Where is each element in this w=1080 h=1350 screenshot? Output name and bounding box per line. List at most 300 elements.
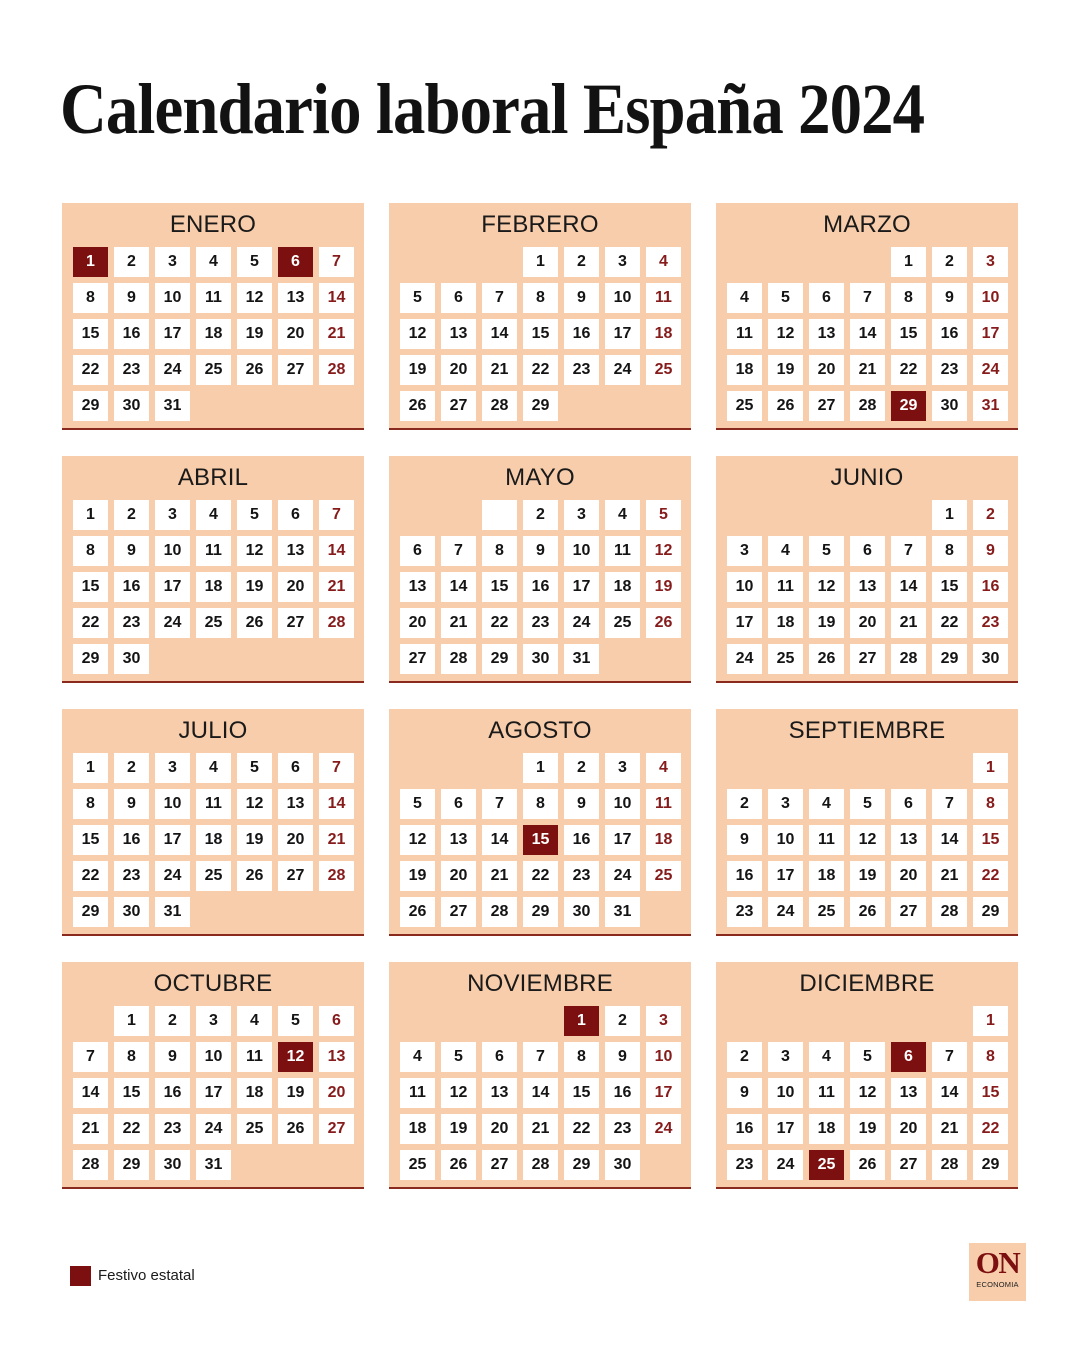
empty-slot bbox=[809, 1006, 844, 1036]
day-cell: 8 bbox=[932, 536, 967, 566]
day-cell: 18 bbox=[809, 861, 844, 891]
day-cell: 29 bbox=[973, 897, 1008, 927]
day-cell: 13 bbox=[441, 825, 476, 855]
day-cell: 16 bbox=[114, 572, 149, 602]
day-cell: 2 bbox=[523, 500, 558, 530]
day-cell: 9 bbox=[114, 789, 149, 819]
day-cell: 3 bbox=[768, 1042, 803, 1072]
day-cell: 25 bbox=[809, 897, 844, 927]
day-cell: 26 bbox=[237, 861, 272, 891]
day-cell: 29 bbox=[114, 1150, 149, 1180]
day-cell: 11 bbox=[237, 1042, 272, 1072]
day-cell: 14 bbox=[850, 319, 885, 349]
day-cell: 30 bbox=[114, 644, 149, 674]
month-septiembre bbox=[716, 709, 1018, 936]
day-cell: 25 bbox=[237, 1114, 272, 1144]
days-grid bbox=[62, 500, 364, 674]
day-cell: 25 bbox=[196, 355, 231, 385]
day-cell: 30 bbox=[564, 897, 599, 927]
day-cell: 28 bbox=[850, 391, 885, 421]
day-cell: 10 bbox=[155, 283, 190, 313]
empty-slot bbox=[768, 1006, 803, 1036]
day-cell: 21 bbox=[891, 608, 926, 638]
day-cell: 29 bbox=[73, 644, 108, 674]
empty-slot bbox=[400, 1006, 435, 1036]
sunday-day-cell: 4 bbox=[646, 753, 681, 783]
day-cell: 25 bbox=[727, 391, 762, 421]
month-title: JUNIO bbox=[830, 464, 904, 491]
empty-slot bbox=[73, 1006, 108, 1036]
months-grid bbox=[62, 203, 1018, 1189]
day-cell: 1 bbox=[73, 753, 108, 783]
holiday-legend-label: Festivo estatal bbox=[98, 1267, 195, 1284]
month-mayo bbox=[389, 456, 691, 683]
sunday-day-cell: 24 bbox=[646, 1114, 681, 1144]
sunday-day-cell: 27 bbox=[319, 1114, 354, 1144]
day-cell: 20 bbox=[441, 861, 476, 891]
day-cell: 25 bbox=[400, 1150, 435, 1180]
month-title: DICIEMBRE bbox=[799, 970, 935, 997]
day-cell: 3 bbox=[155, 500, 190, 530]
days-grid bbox=[389, 753, 691, 927]
day-cell: 31 bbox=[196, 1150, 231, 1180]
day-cell: 24 bbox=[605, 861, 640, 891]
blank-day-cell bbox=[482, 500, 517, 530]
day-cell: 14 bbox=[441, 572, 476, 602]
empty-slot bbox=[768, 500, 803, 530]
day-cell: 20 bbox=[278, 572, 313, 602]
day-cell: 1 bbox=[932, 500, 967, 530]
empty-slot bbox=[850, 247, 885, 277]
month-enero bbox=[62, 203, 364, 430]
day-cell: 30 bbox=[973, 644, 1008, 674]
day-cell: 1 bbox=[73, 500, 108, 530]
sunday-day-cell: 8 bbox=[973, 789, 1008, 819]
day-cell: 18 bbox=[727, 355, 762, 385]
day-cell: 5 bbox=[278, 1006, 313, 1036]
day-cell: 14 bbox=[932, 825, 967, 855]
day-cell: 15 bbox=[932, 572, 967, 602]
day-cell: 4 bbox=[809, 789, 844, 819]
sunday-day-cell: 25 bbox=[646, 355, 681, 385]
day-cell: 2 bbox=[114, 753, 149, 783]
day-cell: 2 bbox=[114, 247, 149, 277]
empty-slot bbox=[400, 500, 435, 530]
day-cell: 9 bbox=[564, 789, 599, 819]
day-cell: 19 bbox=[850, 861, 885, 891]
day-cell: 10 bbox=[196, 1042, 231, 1072]
sunday-day-cell: 17 bbox=[646, 1078, 681, 1108]
sunday-day-cell: 14 bbox=[319, 789, 354, 819]
day-cell: 8 bbox=[73, 789, 108, 819]
month-title: SEPTIEMBRE bbox=[788, 717, 946, 744]
day-cell: 12 bbox=[441, 1078, 476, 1108]
sunday-day-cell: 21 bbox=[319, 572, 354, 602]
day-cell: 7 bbox=[932, 1042, 967, 1072]
day-cell: 6 bbox=[278, 500, 313, 530]
empty-slot bbox=[400, 753, 435, 783]
empty-slot bbox=[441, 247, 476, 277]
day-cell: 26 bbox=[400, 897, 435, 927]
day-cell: 24 bbox=[155, 608, 190, 638]
holiday-day-cell: 6 bbox=[891, 1042, 926, 1072]
day-cell: 30 bbox=[523, 644, 558, 674]
day-cell: 3 bbox=[196, 1006, 231, 1036]
day-cell: 4 bbox=[768, 536, 803, 566]
day-cell: 7 bbox=[850, 283, 885, 313]
day-cell: 19 bbox=[237, 825, 272, 855]
days-grid bbox=[62, 753, 364, 927]
day-cell: 8 bbox=[114, 1042, 149, 1072]
day-cell: 3 bbox=[155, 753, 190, 783]
day-cell: 22 bbox=[523, 861, 558, 891]
holiday-day-cell: 6 bbox=[278, 247, 313, 277]
day-cell: 20 bbox=[278, 825, 313, 855]
day-cell: 26 bbox=[237, 355, 272, 385]
day-cell: 5 bbox=[850, 1042, 885, 1072]
day-cell: 28 bbox=[482, 897, 517, 927]
empty-slot bbox=[727, 753, 762, 783]
day-cell: 11 bbox=[196, 283, 231, 313]
day-cell: 11 bbox=[727, 319, 762, 349]
sunday-day-cell: 26 bbox=[646, 608, 681, 638]
day-cell: 29 bbox=[523, 897, 558, 927]
day-cell: 21 bbox=[523, 1114, 558, 1144]
sunday-day-cell: 24 bbox=[973, 355, 1008, 385]
day-cell: 5 bbox=[400, 789, 435, 819]
day-cell: 29 bbox=[932, 644, 967, 674]
month-title: ABRIL bbox=[177, 464, 249, 491]
day-cell: 28 bbox=[73, 1150, 108, 1180]
day-cell: 25 bbox=[605, 608, 640, 638]
day-cell: 21 bbox=[850, 355, 885, 385]
empty-slot bbox=[727, 1006, 762, 1036]
day-cell: 3 bbox=[605, 247, 640, 277]
day-cell: 4 bbox=[196, 247, 231, 277]
day-cell: 17 bbox=[155, 825, 190, 855]
sunday-day-cell: 14 bbox=[319, 536, 354, 566]
day-cell: 16 bbox=[114, 825, 149, 855]
day-cell: 29 bbox=[973, 1150, 1008, 1180]
day-cell: 4 bbox=[196, 500, 231, 530]
day-cell: 18 bbox=[400, 1114, 435, 1144]
sunday-day-cell: 11 bbox=[646, 283, 681, 313]
empty-slot bbox=[482, 753, 517, 783]
day-cell: 18 bbox=[809, 1114, 844, 1144]
sunday-day-cell: 20 bbox=[319, 1078, 354, 1108]
day-cell: 19 bbox=[400, 861, 435, 891]
day-cell: 28 bbox=[482, 391, 517, 421]
days-grid bbox=[62, 1006, 364, 1180]
day-cell: 7 bbox=[891, 536, 926, 566]
day-cell: 20 bbox=[482, 1114, 517, 1144]
logo-wordmark: ON bbox=[975, 1245, 1020, 1280]
day-cell: 6 bbox=[441, 283, 476, 313]
day-cell: 18 bbox=[196, 319, 231, 349]
day-cell: 10 bbox=[605, 789, 640, 819]
day-cell: 7 bbox=[932, 789, 967, 819]
sunday-day-cell: 23 bbox=[973, 608, 1008, 638]
day-cell: 13 bbox=[482, 1078, 517, 1108]
day-cell: 19 bbox=[850, 1114, 885, 1144]
day-cell: 22 bbox=[891, 355, 926, 385]
holiday-legend-swatch bbox=[70, 1266, 91, 1286]
day-cell: 26 bbox=[809, 644, 844, 674]
day-cell: 11 bbox=[809, 1078, 844, 1108]
day-cell: 9 bbox=[155, 1042, 190, 1072]
sunday-day-cell: 22 bbox=[973, 861, 1008, 891]
day-cell: 11 bbox=[768, 572, 803, 602]
day-cell: 17 bbox=[727, 608, 762, 638]
day-cell: 15 bbox=[73, 319, 108, 349]
day-cell: 3 bbox=[605, 753, 640, 783]
day-cell: 5 bbox=[850, 789, 885, 819]
day-cell: 28 bbox=[441, 644, 476, 674]
day-cell: 14 bbox=[891, 572, 926, 602]
day-cell: 16 bbox=[564, 319, 599, 349]
day-cell: 13 bbox=[278, 789, 313, 819]
sunday-day-cell: 5 bbox=[646, 500, 681, 530]
day-cell: 7 bbox=[73, 1042, 108, 1072]
day-cell: 19 bbox=[237, 572, 272, 602]
day-cell: 27 bbox=[441, 897, 476, 927]
day-cell: 2 bbox=[114, 500, 149, 530]
day-cell: 8 bbox=[891, 283, 926, 313]
sunday-day-cell: 7 bbox=[319, 500, 354, 530]
sunday-day-cell: 19 bbox=[646, 572, 681, 602]
day-cell: 5 bbox=[237, 753, 272, 783]
days-grid bbox=[389, 500, 691, 674]
empty-slot bbox=[809, 753, 844, 783]
empty-slot bbox=[768, 247, 803, 277]
day-cell: 12 bbox=[237, 283, 272, 313]
day-cell: 26 bbox=[850, 1150, 885, 1180]
day-cell: 22 bbox=[114, 1114, 149, 1144]
empty-slot bbox=[523, 1006, 558, 1036]
day-cell: 1 bbox=[523, 753, 558, 783]
sunday-day-cell: 18 bbox=[646, 319, 681, 349]
day-cell: 4 bbox=[809, 1042, 844, 1072]
day-cell: 15 bbox=[114, 1078, 149, 1108]
day-cell: 21 bbox=[482, 861, 517, 891]
day-cell: 8 bbox=[523, 789, 558, 819]
day-cell: 13 bbox=[850, 572, 885, 602]
empty-slot bbox=[891, 1006, 926, 1036]
sunday-day-cell: 9 bbox=[973, 536, 1008, 566]
day-cell: 16 bbox=[605, 1078, 640, 1108]
day-cell: 15 bbox=[523, 319, 558, 349]
day-cell: 5 bbox=[441, 1042, 476, 1072]
day-cell: 27 bbox=[278, 861, 313, 891]
day-cell: 7 bbox=[482, 789, 517, 819]
days-grid bbox=[389, 1006, 691, 1180]
day-cell: 12 bbox=[850, 1078, 885, 1108]
day-cell: 10 bbox=[155, 789, 190, 819]
holiday-day-cell: 12 bbox=[278, 1042, 313, 1072]
day-cell: 26 bbox=[441, 1150, 476, 1180]
day-cell: 14 bbox=[482, 825, 517, 855]
day-cell: 27 bbox=[891, 897, 926, 927]
day-cell: 10 bbox=[768, 825, 803, 855]
day-cell: 7 bbox=[482, 283, 517, 313]
day-cell: 15 bbox=[73, 825, 108, 855]
day-cell: 17 bbox=[768, 861, 803, 891]
empty-slot bbox=[727, 247, 762, 277]
day-cell: 12 bbox=[768, 319, 803, 349]
brand-logo bbox=[969, 1243, 1026, 1301]
day-cell: 8 bbox=[564, 1042, 599, 1072]
month-title: ENERO bbox=[169, 211, 257, 238]
day-cell: 26 bbox=[400, 391, 435, 421]
day-cell: 12 bbox=[237, 536, 272, 566]
day-cell: 10 bbox=[727, 572, 762, 602]
sunday-day-cell: 21 bbox=[319, 825, 354, 855]
holiday-day-cell: 25 bbox=[809, 1150, 844, 1180]
sunday-day-cell: 10 bbox=[973, 283, 1008, 313]
month-title: NOVIEMBRE bbox=[467, 970, 613, 997]
day-cell: 6 bbox=[809, 283, 844, 313]
empty-slot bbox=[850, 500, 885, 530]
sunday-day-cell: 28 bbox=[319, 861, 354, 891]
holiday-day-cell: 1 bbox=[564, 1006, 599, 1036]
day-cell: 4 bbox=[196, 753, 231, 783]
day-cell: 26 bbox=[850, 897, 885, 927]
day-cell: 19 bbox=[809, 608, 844, 638]
day-cell: 21 bbox=[441, 608, 476, 638]
day-cell: 23 bbox=[114, 861, 149, 891]
day-cell: 2 bbox=[727, 1042, 762, 1072]
day-cell: 4 bbox=[605, 500, 640, 530]
day-cell: 25 bbox=[196, 861, 231, 891]
day-cell: 26 bbox=[768, 391, 803, 421]
day-cell: 17 bbox=[605, 319, 640, 349]
day-cell: 2 bbox=[605, 1006, 640, 1036]
day-cell: 17 bbox=[768, 1114, 803, 1144]
month-title: MARZO bbox=[823, 211, 911, 238]
page-title: Calendario laboral España 2024 bbox=[60, 69, 925, 149]
day-cell: 5 bbox=[237, 500, 272, 530]
day-cell: 22 bbox=[73, 355, 108, 385]
sunday-day-cell: 28 bbox=[319, 355, 354, 385]
day-cell: 29 bbox=[564, 1150, 599, 1180]
day-cell: 25 bbox=[196, 608, 231, 638]
day-cell: 19 bbox=[441, 1114, 476, 1144]
day-cell: 4 bbox=[237, 1006, 272, 1036]
empty-slot bbox=[441, 753, 476, 783]
month-title: MAYO bbox=[505, 464, 575, 491]
day-cell: 23 bbox=[605, 1114, 640, 1144]
day-cell: 9 bbox=[932, 283, 967, 313]
sunday-day-cell: 4 bbox=[646, 247, 681, 277]
day-cell: 16 bbox=[727, 1114, 762, 1144]
empty-slot bbox=[809, 500, 844, 530]
days-grid bbox=[716, 247, 1018, 421]
day-cell: 14 bbox=[932, 1078, 967, 1108]
day-cell: 18 bbox=[768, 608, 803, 638]
day-cell: 10 bbox=[155, 536, 190, 566]
month-title: OCTUBRE bbox=[153, 970, 273, 997]
day-cell: 16 bbox=[727, 861, 762, 891]
day-cell: 10 bbox=[564, 536, 599, 566]
day-cell: 14 bbox=[523, 1078, 558, 1108]
day-cell: 23 bbox=[564, 355, 599, 385]
day-cell: 23 bbox=[114, 608, 149, 638]
sunday-day-cell: 3 bbox=[973, 247, 1008, 277]
day-cell: 31 bbox=[155, 391, 190, 421]
month-agosto bbox=[389, 709, 691, 936]
day-cell: 30 bbox=[932, 391, 967, 421]
day-cell: 27 bbox=[891, 1150, 926, 1180]
empty-slot bbox=[809, 247, 844, 277]
day-cell: 20 bbox=[441, 355, 476, 385]
sunday-day-cell: 7 bbox=[319, 753, 354, 783]
day-cell: 7 bbox=[523, 1042, 558, 1072]
day-cell: 11 bbox=[196, 789, 231, 819]
day-cell: 15 bbox=[482, 572, 517, 602]
day-cell: 2 bbox=[727, 789, 762, 819]
day-cell: 9 bbox=[605, 1042, 640, 1072]
day-cell: 2 bbox=[932, 247, 967, 277]
day-cell: 24 bbox=[768, 1150, 803, 1180]
day-cell: 6 bbox=[400, 536, 435, 566]
day-cell: 27 bbox=[809, 391, 844, 421]
day-cell: 11 bbox=[400, 1078, 435, 1108]
day-cell: 20 bbox=[891, 861, 926, 891]
sunday-day-cell: 16 bbox=[973, 572, 1008, 602]
sunday-day-cell: 3 bbox=[646, 1006, 681, 1036]
day-cell: 18 bbox=[605, 572, 640, 602]
day-cell: 22 bbox=[73, 608, 108, 638]
day-cell: 28 bbox=[932, 897, 967, 927]
day-cell: 30 bbox=[114, 391, 149, 421]
sunday-day-cell: 15 bbox=[973, 825, 1008, 855]
sunday-day-cell: 31 bbox=[973, 391, 1008, 421]
day-cell: 24 bbox=[768, 897, 803, 927]
day-cell: 29 bbox=[73, 391, 108, 421]
sunday-day-cell: 25 bbox=[646, 861, 681, 891]
sunday-day-cell: 1 bbox=[973, 1006, 1008, 1036]
empty-slot bbox=[482, 1006, 517, 1036]
day-cell: 23 bbox=[932, 355, 967, 385]
day-cell: 9 bbox=[727, 825, 762, 855]
day-cell: 11 bbox=[809, 825, 844, 855]
day-cell: 29 bbox=[523, 391, 558, 421]
day-cell: 17 bbox=[605, 825, 640, 855]
day-cell: 23 bbox=[727, 1150, 762, 1180]
month-noviembre bbox=[389, 962, 691, 1189]
day-cell: 27 bbox=[278, 355, 313, 385]
day-cell: 28 bbox=[932, 1150, 967, 1180]
day-cell: 14 bbox=[73, 1078, 108, 1108]
day-cell: 16 bbox=[523, 572, 558, 602]
day-cell: 27 bbox=[482, 1150, 517, 1180]
day-cell: 13 bbox=[441, 319, 476, 349]
empty-slot bbox=[891, 500, 926, 530]
day-cell: 12 bbox=[850, 825, 885, 855]
day-cell: 13 bbox=[278, 536, 313, 566]
empty-slot bbox=[932, 753, 967, 783]
sunday-day-cell: 7 bbox=[319, 247, 354, 277]
day-cell: 18 bbox=[196, 572, 231, 602]
day-cell: 13 bbox=[400, 572, 435, 602]
sunday-day-cell: 18 bbox=[646, 825, 681, 855]
day-cell: 13 bbox=[278, 283, 313, 313]
day-cell: 7 bbox=[441, 536, 476, 566]
day-cell: 22 bbox=[932, 608, 967, 638]
day-cell: 8 bbox=[523, 283, 558, 313]
holiday-day-cell: 29 bbox=[891, 391, 926, 421]
day-cell: 28 bbox=[523, 1150, 558, 1180]
